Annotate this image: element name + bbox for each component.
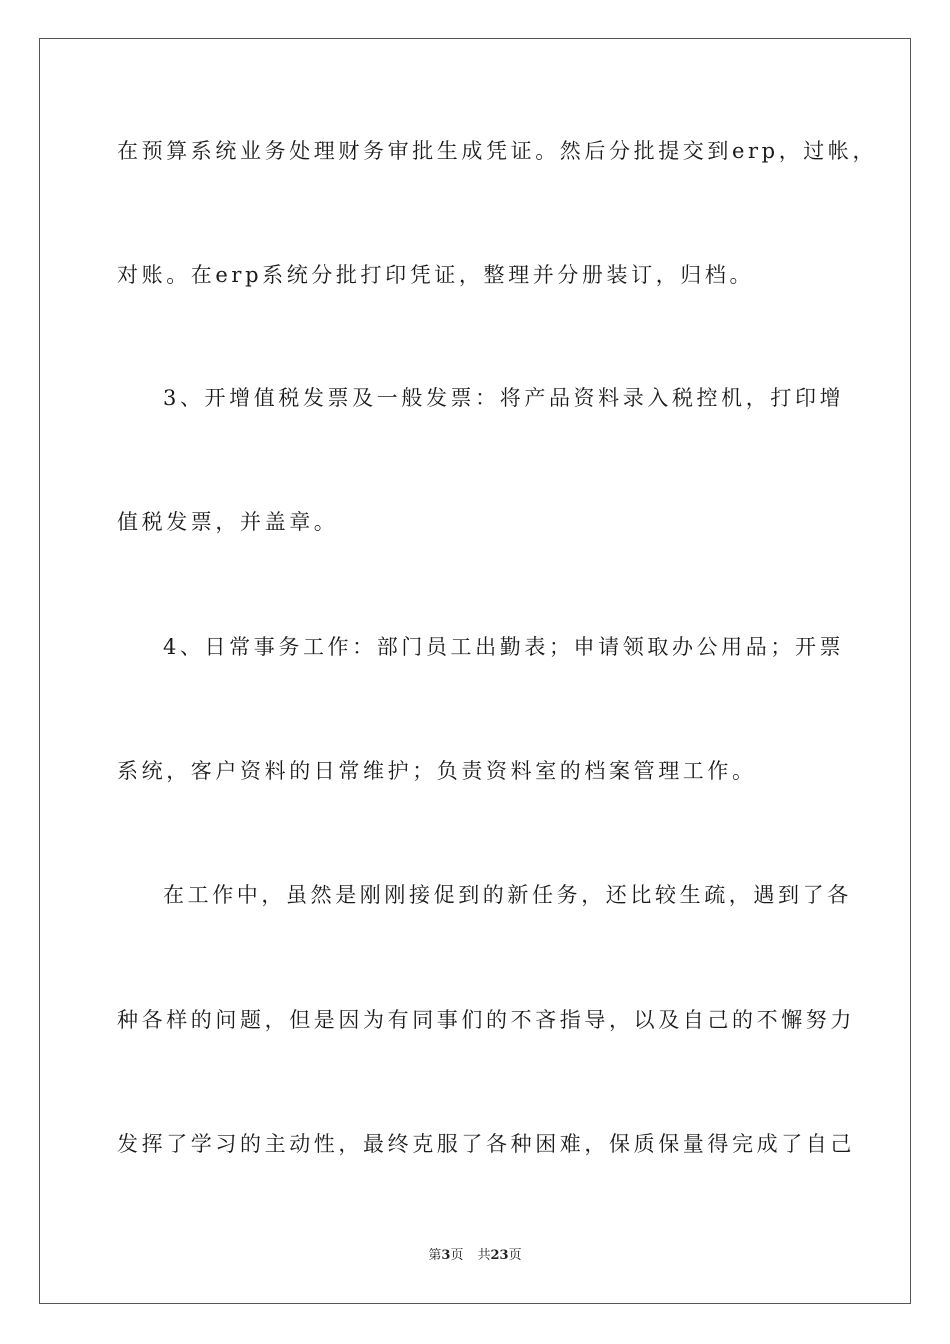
text-line-7: 在工作中，虽然是刚刚接促到的新任务，还比较生疏，遇到了各	[163, 883, 852, 907]
text-line-4: 值税发票，并盖章。	[117, 510, 339, 534]
page-footer	[0, 1247, 950, 1265]
text-line-3: 3、开增值税发票及一般发票：将产品资料录入税控机，打印增	[163, 386, 845, 410]
total-suffix: 页	[508, 1248, 522, 1263]
page-number: 3	[441, 1248, 451, 1263]
total-pages: 23	[490, 1248, 509, 1263]
total-prefix: 共	[477, 1248, 491, 1263]
text-line-6: 系统，客户资料的日常维护；负责资料室的档案管理工作。	[117, 759, 757, 783]
text-line-5: 4、日常事务工作：部门员工出勤表；申请领取办公用品；开票	[163, 635, 845, 659]
page-suffix: 页	[450, 1248, 464, 1263]
text-line-8: 种各样的问题，但是因为有同事们的不吝指导，以及自己的不懈努力	[117, 1008, 855, 1032]
text-line-1: 在预算系统业务处理财务审批生成凭证。然后分批提交到erp，过帐，	[117, 139, 878, 163]
text-line-2: 对账。在erp系统分批打印凭证，整理并分册装订，归档。	[117, 263, 755, 287]
page-prefix: 第	[428, 1248, 442, 1263]
text-line-9: 发挥了学习的主动性，最终克服了各种困难，保质保量得完成了自己	[117, 1132, 855, 1156]
page-border	[39, 38, 911, 1304]
